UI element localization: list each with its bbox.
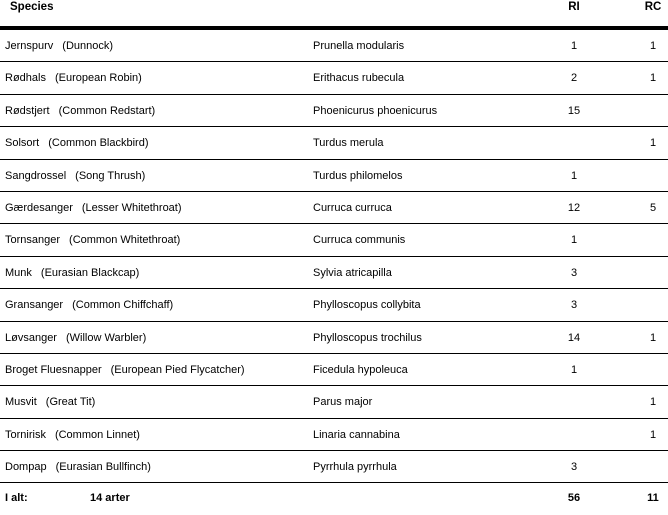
danish-name: Gransanger: [5, 299, 64, 312]
table-row: [0, 322, 668, 354]
english-name: (Common Linnet): [54, 428, 140, 441]
rc-value: 5: [649, 201, 657, 214]
ri-value: 1: [570, 40, 578, 52]
english-name: (Lesser Whitethroat): [81, 201, 182, 214]
rc-value: 1: [649, 331, 657, 344]
latin-name: Pyrrhula pyrrhula: [313, 461, 397, 474]
species-name: [5, 364, 245, 376]
latin-name: Turdus philomelos: [313, 169, 403, 182]
english-name: (Dunnock): [62, 40, 114, 52]
table-row: [0, 451, 668, 483]
english-name: (Common Whitethroat): [69, 234, 181, 247]
rc-value: 1: [649, 396, 657, 409]
ri-value: 1: [570, 363, 578, 376]
english-name: (European Robin): [54, 72, 142, 85]
english-name: (Eurasian Blackcap): [40, 266, 140, 279]
danish-name: Jernspurv: [5, 40, 54, 52]
danish-name: Sangdrossel: [5, 169, 67, 182]
table-row: [0, 160, 668, 192]
species-name: [5, 396, 95, 408]
table-row: [0, 95, 668, 127]
danish-name: Rødstjert: [5, 104, 50, 117]
latin-name: Erithacus rubecula: [313, 72, 405, 85]
header-rc: RC: [644, 1, 662, 13]
table-header: [0, 0, 668, 30]
latin-name: Linaria cannabina: [313, 428, 400, 441]
table-row: [0, 354, 668, 386]
header-species: Species: [10, 1, 54, 13]
latin-name: Curruca curruca: [313, 201, 392, 214]
english-name: (Eurasian Bullfinch): [55, 461, 151, 474]
danish-name: Musvit: [5, 396, 37, 409]
danish-name: Munk: [5, 266, 32, 279]
ri-value: 3: [570, 299, 578, 312]
table-row: [0, 257, 668, 289]
table-row: [0, 289, 668, 321]
rc-value: 1: [649, 40, 657, 52]
ri-value: 15: [567, 104, 581, 117]
latin-name: Sylvia atricapilla: [313, 266, 392, 279]
ri-value: 3: [570, 461, 578, 474]
english-name: (European Pied Flycatcher): [110, 363, 245, 376]
species-name: [5, 170, 145, 182]
english-name: (Great Tit): [45, 396, 96, 409]
table-body: [0, 30, 668, 483]
ri-value: 1: [570, 234, 578, 247]
danish-name: Tornsanger: [5, 234, 61, 247]
english-name: (Willow Warbler): [65, 331, 147, 344]
danish-name: Rødhals: [5, 72, 46, 85]
table-row: [0, 127, 668, 159]
table-row: [0, 419, 668, 451]
rc-value: 1: [649, 428, 657, 441]
species-name: [5, 332, 146, 344]
species-name: [5, 202, 182, 214]
species-count: 14 arter: [90, 492, 130, 505]
english-name: (Song Thrush): [75, 169, 146, 182]
species-name: [5, 461, 151, 473]
danish-name: Tornirisk: [5, 428, 46, 441]
latin-name: Ficedula hypoleuca: [313, 363, 408, 376]
table-row: [0, 192, 668, 224]
danish-name: Solsort: [5, 137, 40, 150]
species-name: [5, 105, 155, 117]
latin-name: Phoenicurus phoenicurus: [313, 104, 438, 117]
species-name: [5, 234, 180, 246]
species-name: [5, 267, 139, 279]
english-name: (Common Redstart): [58, 104, 156, 117]
species-name: [5, 299, 173, 311]
rc-value: 1: [649, 72, 657, 85]
rc-total: 11: [647, 492, 659, 505]
ri-total: 56: [567, 492, 581, 505]
ri-value: 1: [570, 169, 578, 182]
danish-name: Løvsanger: [5, 331, 57, 344]
ri-value: 14: [567, 331, 581, 344]
species-name: [5, 40, 113, 52]
danish-name: Dompap: [5, 461, 47, 474]
ri-value: 2: [570, 72, 578, 85]
total-label: I alt:: [5, 492, 28, 505]
latin-name: Parus major: [313, 396, 373, 409]
latin-name: Curruca communis: [313, 234, 406, 247]
table-row: [0, 30, 668, 62]
danish-name: Broget Fluesnapper: [5, 363, 102, 376]
table-footer: [0, 483, 668, 511]
latin-name: Phylloscopus trochilus: [313, 331, 422, 344]
latin-name: Prunella modularis: [313, 40, 405, 52]
table-row: [0, 386, 668, 418]
english-name: (Common Blackbird): [48, 137, 149, 150]
ri-value: 12: [567, 201, 581, 214]
danish-name: Gærdesanger: [5, 201, 73, 214]
ri-value: 3: [570, 266, 578, 279]
rc-value: 1: [649, 137, 657, 150]
species-name: [5, 72, 142, 84]
latin-name: Phylloscopus collybita: [313, 299, 421, 312]
species-name: [5, 137, 149, 149]
header-ri: RI: [568, 1, 580, 13]
table-row: [0, 224, 668, 256]
latin-name: Turdus merula: [313, 137, 384, 150]
species-name: [5, 429, 140, 441]
table-row: [0, 62, 668, 94]
english-name: (Common Chiffchaff): [72, 299, 174, 312]
